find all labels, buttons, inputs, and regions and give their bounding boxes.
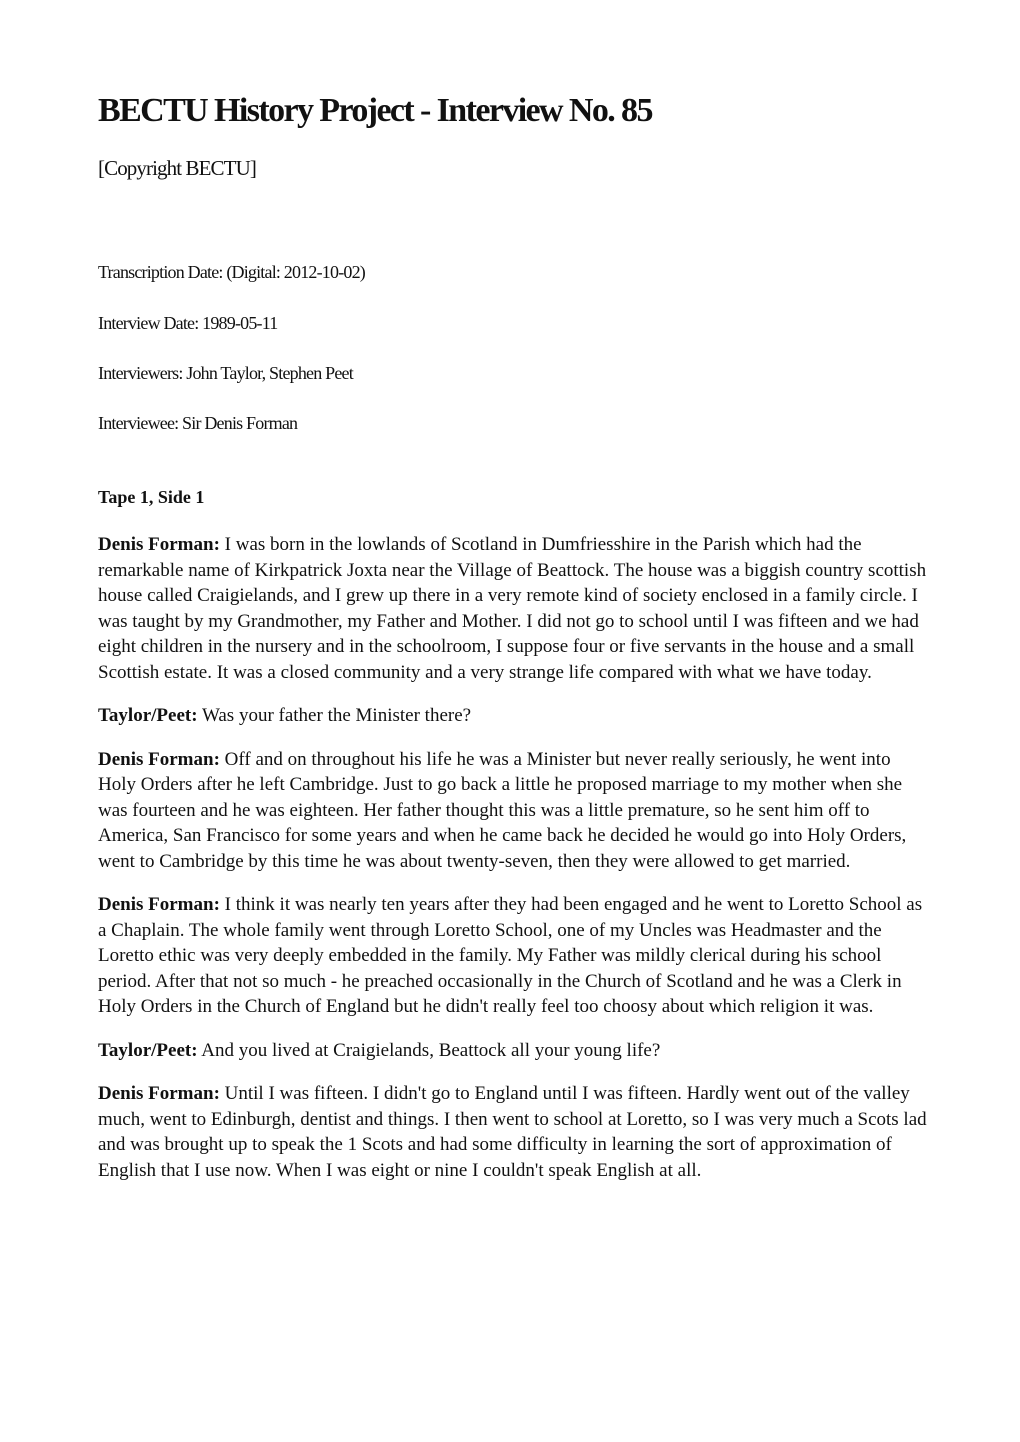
transcript-paragraph bbox=[98, 703, 928, 729]
speaker-label: Denis Forman: bbox=[98, 534, 220, 555]
transcript bbox=[98, 532, 928, 1201]
speaker-label: Denis Forman: bbox=[98, 894, 220, 915]
paragraph-text: Until I was fifteen. I didn't go to England until I was fifteen. Hardly went out of the valley much, went to Edinburgh, dentist and things. I then went to school at Loretto, so I was very much a Scots lad and was brought up to speak the 1 Scots and had some difficulty in learning the sort of approximation of English that I use now. When I was eight or nine I couldn't speak English at all. bbox=[98, 1083, 927, 1181]
transcript-paragraph bbox=[98, 1081, 928, 1183]
copyright-notice: [Copyright BECTU] bbox=[98, 156, 256, 180]
transcript-paragraph bbox=[98, 1038, 928, 1064]
transcript-paragraph bbox=[98, 747, 928, 875]
interviewers: Interviewers: John Taylor, Stephen Peet bbox=[98, 363, 353, 383]
paragraph-text: I think it was nearly ten years after they had been engaged and he went to Loretto School as a Chaplain. The whole family went through Loretto School, one of my Uncles was Headmaster and the Loretto ethic was very deeply embedded in the family. My Father was mildly clerical during his school period. After that not so much - he preached occasionally in the Church of Scotland and he was a Clerk in Holy Orders in the Church of England but he didn't really feel too choosy about which religion it was. bbox=[98, 894, 923, 1017]
transcript-paragraph bbox=[98, 892, 928, 1020]
interview-date: Interview Date: 1989-05-11 bbox=[98, 313, 278, 333]
speaker-label: Taylor/Peet: bbox=[98, 705, 198, 726]
transcription-date: Transcription Date: (Digital: 2012-10-02) bbox=[98, 262, 365, 282]
speaker-label: Taylor/Peet: bbox=[98, 1039, 198, 1061]
section-heading: Tape 1, Side 1 bbox=[98, 487, 205, 507]
paragraph-text: Off and on throughout his life he was a Minister but never really seriously, he went into Holy Orders after he left Cambridge. Just to go back a little he proposed marriage to my mother when she was fourteen and he was eighteen. Her father thought this was a little premature, so he sent him off to America, San Francisco for some years and when he came back he decided he would go into Holy Orders, went to Cambridge by this time he was about twenty-seven, then they were allowed to get married. bbox=[98, 748, 907, 872]
speaker-label: Denis Forman: bbox=[98, 1083, 220, 1104]
paragraph-text: I was born in the lowlands of Scotland in Dumfriesshire in the Parish which had the remarkable name of Kirkpatrick Joxta near the Village of Beattock. The house was a biggish country scottish house called Craigielands, and I grew up there in a very remote kind of society enclosed in a family circle. I was taught by my Grandmother, my Father and Mother. I did not go to school until I was fifteen and we had eight children in the nursery and in the schoolroom, I suppose four or five servants in the house and a small Scottish estate. It was a closed community and a very strange life compared with what we have today. bbox=[98, 534, 927, 683]
page-title: BECTU History Project - Interview No. 85 bbox=[98, 92, 652, 129]
transcript-paragraph bbox=[98, 532, 928, 685]
paragraph-text: And you lived at Craigielands, Beattock all your young life? bbox=[197, 1039, 661, 1061]
speaker-label: Denis Forman: bbox=[98, 748, 220, 770]
paragraph-text: Was your father the Minister there? bbox=[197, 705, 472, 726]
interviewee: Interviewee: Sir Denis Forman bbox=[98, 413, 298, 433]
